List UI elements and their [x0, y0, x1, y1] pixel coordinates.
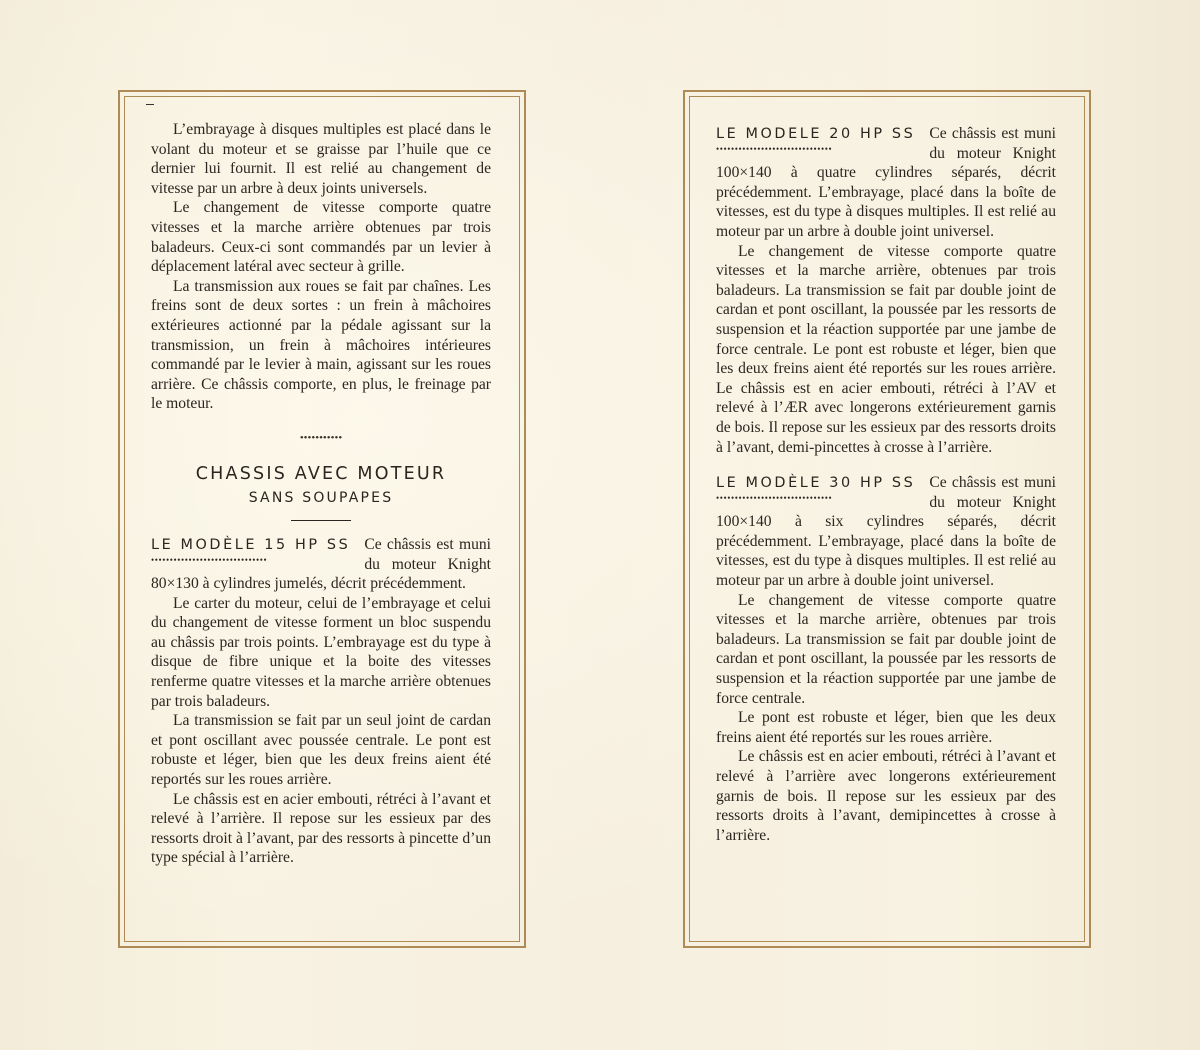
- model-20-block: [716, 124, 1056, 242]
- section-subtitle: SANS SOUPAPES: [248, 489, 394, 506]
- separator-dots: •••••••••••: [299, 431, 343, 444]
- stray-mark: [146, 104, 154, 105]
- model-30-heading: [716, 473, 915, 503]
- model-30-dots: •••••••••••••••••••••••••••••••: [716, 493, 833, 504]
- paragraph-transmission: La transmission aux roues se fait par chaînes. Les freins sont de deux sortes : un frein à mâchoires extérieures actionné par la pédale agissant sur la transmission, un frein à mâchoires intérieures commandé par le levier à main, agissant sur les roues arrière. Ce châssis comporte, en plus, le freinage par le moteur.: [151, 277, 491, 413]
- paragraph-chassis-15: Le châssis est en acier embouti, rétréci à l’avant et relevé à l’arrière. Il repose sur les essieux par des ressorts droit à l’avant, par des ressorts à pincette d’un type spécial à l’arrière.: [151, 790, 491, 867]
- model-20-heading: [716, 124, 915, 154]
- model-15-heading: [151, 535, 350, 565]
- paragraph-changement-vitesse: Le changement de vitesse comporte quatre vitesses et la marche arrière obtenues par trois baladeurs. Ceux-ci sont commandés par un levier à déplacement latéral avec secteur à grille.: [151, 199, 491, 276]
- spacer: [716, 457, 1056, 473]
- model-30-intro: Ce châssis est muni du moteur Knight 100×140 à six cylindres séparés, décrit précédemment. L’embrayage, placé dans la boîte de vitesses, est du type à disques multiples. Il est relié au moteur par un arbre à double joint universel.: [716, 474, 1056, 590]
- paragraph-pont-30: Le pont est robuste et léger, bien que les deux freins aient été reportés sur les roues arrière.: [716, 709, 1056, 746]
- paragraph-embrayage: L’embrayage à disques multiples est placé dans le volant du moteur et se graisse par l’huile que ce dernier lui fournit. Il est relié au changement de vitesse par un arbre à deux joints universels.: [151, 121, 491, 197]
- model-20-dots: •••••••••••••••••••••••••••••••: [716, 144, 833, 154]
- paragraph-changement-20: Le changement de vitesse comporte quatre vitesses et la marche arrière, obtenues par trois baladeurs. La transmission se fait par double joint de cardan et pont oscillant, la poussée par les ressorts de suspension et la réaction supportée par une jambe de force centrale. Le pont est robuste et léger, bien que les deux freins aient été reportés sur les roues arrière. Le châssis est en acier embouti, rétréci à l’AV et relevé à l’ÆR avec longerons extérieurement garnis de bois. Il repose sur les essieux par des ressorts droits à l’avant, demi-pincettes à crosse à l’arrière.: [716, 242, 1056, 456]
- model-30-label: LE MODÈLE 30 HP SS: [716, 475, 916, 492]
- model-20-intro: Ce châssis est muni du moteur Knight 100×140 à quatre cylindres séparés, décrit précédemment. L’embrayage, placé dans la boîte de vitesses, est du type à disques multiples. Il est relié au moteur par un arbre à double joint universel.: [716, 125, 1056, 240]
- model-15-block: [151, 535, 491, 594]
- title-rule: [291, 520, 351, 521]
- model-30-block: [716, 473, 1056, 591]
- left-column: [151, 120, 491, 868]
- model-15-label: LE MODÈLE 15 HP SS: [151, 536, 351, 553]
- model-15-dots: •••••••••••••••••••••••••••••••: [151, 554, 268, 565]
- paragraph-changement-30: Le changement de vitesse comporte quatre vitesses et la marche arrière, obtenues par trois baladeurs. La transmission se fait par double joint de cardan et pont oscillant, la poussée par les ressorts de suspension et la réaction supportée par une jambe de force centrale.: [716, 591, 1056, 707]
- model-20-label: LE MODELE 20 HP SS: [716, 126, 916, 142]
- model-15-intro: Ce châssis est muni du moteur Knight 80×130 à cylindres jumelés, décrit précédemment.: [151, 535, 491, 593]
- paragraph-carter: Le carter du moteur, celui de l’embrayage et celui du changement de vitesse forment un bloc suspendu au châssis par trois points. L’embrayage est du type à disque de fibre unique et la boite des vitesses renferme quatre vitesses et la marche arrière obtenues par trois baladeurs.: [151, 594, 491, 710]
- paragraph-transmission-15: La transmission se fait par un seul joint de cardan et pont oscillant avec poussée centrale. Le pont est robuste et léger, bien que les deux freins aient été reportés sur les roues arrière.: [151, 712, 491, 789]
- section-title: CHASSIS AVEC MOTEUR: [195, 463, 447, 484]
- right-column: [716, 124, 1056, 845]
- paragraph-chassis-30: Le châssis est en acier embouti, rétréci à l’avant et relevé à l’arrière avec longerons extérieurement garnis de bois. Il repose sur les essieux par des ressorts droits à l’avant, demipincettes à crosse à l’arrière.: [716, 748, 1056, 844]
